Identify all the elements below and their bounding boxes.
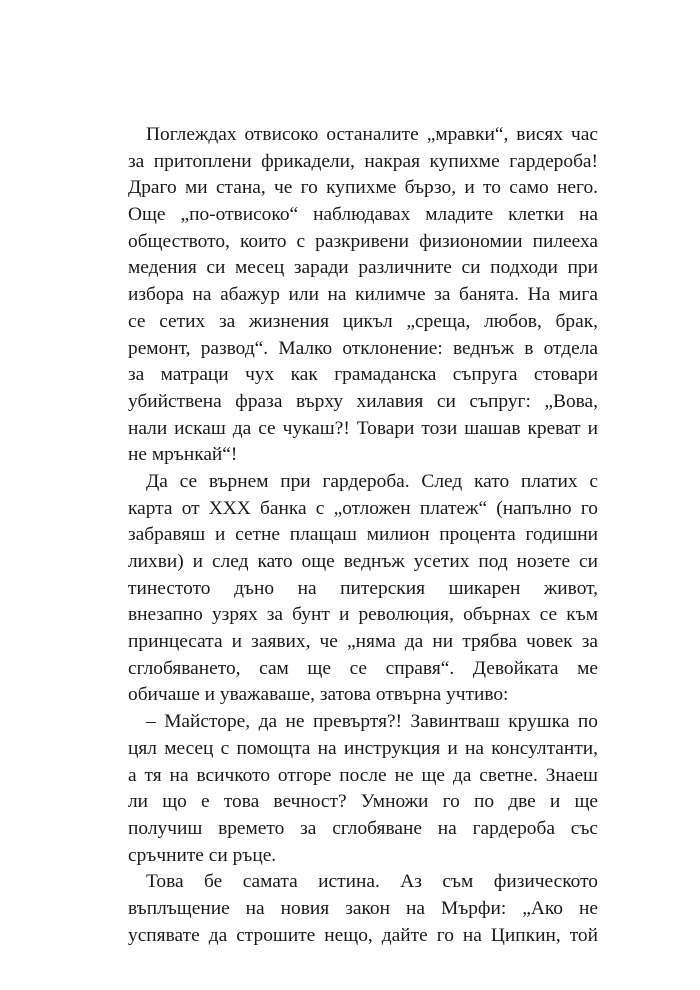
text-line: а тя на всичкото отгоре после не ще да светне. Знаеш [128, 764, 598, 786]
text-line: внезапно узрях за бунт и революция, обърнах се към [128, 604, 598, 626]
text-line: не мрънкай“! [128, 444, 238, 466]
text-line: Да се върнем при гардероба. След като платих с [146, 470, 598, 492]
body-text [128, 122, 598, 949]
text-line: избора на абажур или на килимче за банята. На мига [128, 284, 598, 306]
text-line: принцесата и заявих, че „няма да ни трябва човек за [128, 631, 598, 653]
text-line: сръчните си ръце. [128, 844, 277, 866]
text-line: обичаше и уважаваше, затова отвърна учтиво: [128, 684, 509, 706]
text-line: се сетих за жизнения цикъл „среща, любов, брак, [128, 310, 598, 332]
paragraph-2 [128, 469, 598, 709]
text-line: тинестото дъно на питерския шикарен живот, [128, 577, 598, 599]
text-line: Това бе самата истина. Аз съм физическото [146, 871, 598, 893]
text-line: за притоплени фрикадели, накрая купихме гардероба! [128, 150, 598, 172]
text-line: въплъщение на новия закон на Мърфи: „Ако не [128, 897, 598, 919]
paragraph-3-dialogue [128, 709, 598, 869]
paragraph-1 [128, 122, 598, 469]
text-line: медения си месец заради различните си подходи при [128, 257, 598, 279]
text-line: Поглеждах отвисоко останалите „мравки“, висях час [146, 124, 598, 145]
text-line: обществото, които с разкривени физиономии пилееха [128, 230, 598, 252]
text-line: ли що е това вечност? Умножи го по две и ще [128, 791, 598, 813]
text-line: карта от XXX банка с „отложен платеж“ (напълно го [128, 497, 598, 519]
text-line: сглобяването, сам ще се справя“. Девойката ме [128, 657, 598, 679]
text-line: получиш времето за сглобяване на гардероба със [128, 817, 598, 839]
text-line: лихви) и след като още веднъж усетих под нозете си [128, 551, 598, 572]
text-line: – Майсторе, да не превъртя?! Завинтваш крушка по [146, 711, 598, 733]
text-line: Драго ми стана, че го купихме бързо, и то само него. [128, 177, 598, 199]
text-line: за матраци чух как грамаданска съпруга стовари [128, 364, 598, 386]
text-line: нали искаш да се чукаш?! Товари този шашав креват и [128, 417, 598, 439]
text-line: Още „по-отвисоко“ наблюдавах младите клетки на [128, 204, 598, 226]
text-line: убийствена фраза върху хилавия си съпруг: „Вова, [128, 390, 598, 412]
paragraph-4 [128, 869, 598, 949]
text-line: успявате да строшите нещо, дайте го на Ципкин, той [128, 924, 598, 946]
text-line: забравяш и сетне плащаш милион процента годишни [128, 524, 598, 546]
text-line: цял месец с помощта на инструкция и на консултанти, [128, 737, 598, 759]
text-line: ремонт, развод“. Малко отклонение: веднъж в отдела [128, 337, 598, 359]
